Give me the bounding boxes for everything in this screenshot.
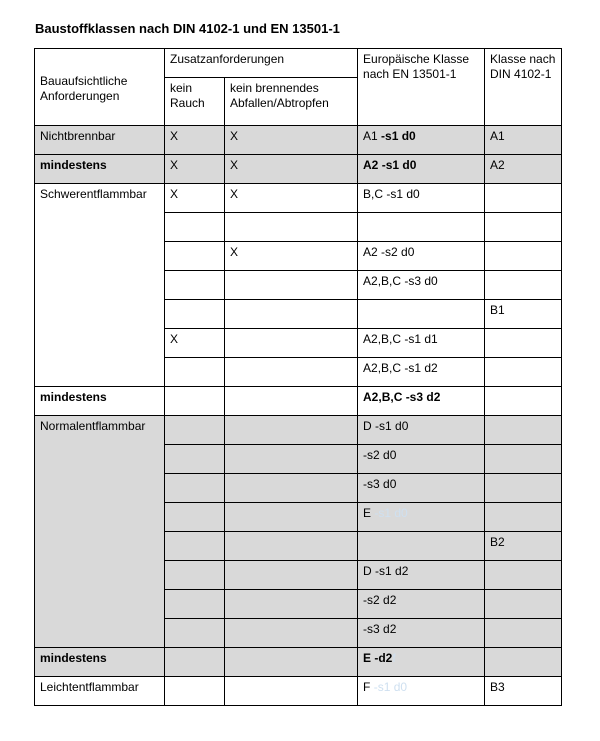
din-class-cell: B1 bbox=[485, 300, 562, 329]
requirement-cell: mindestens bbox=[35, 648, 165, 677]
smoke-cell bbox=[165, 677, 225, 706]
drip-cell bbox=[225, 503, 358, 532]
din-class-cell bbox=[485, 619, 562, 648]
din-class-cell bbox=[485, 242, 562, 271]
header-din-class: Klasse nach DIN 4102-1 bbox=[485, 49, 562, 126]
drip-cell: X bbox=[225, 184, 358, 213]
smoke-cell bbox=[165, 387, 225, 416]
din-class-cell bbox=[485, 561, 562, 590]
euro-class-cell: -s3 d0 bbox=[358, 474, 485, 503]
requirement-cell: mindestens bbox=[35, 387, 165, 416]
header-no-smoke: kein Rauch bbox=[165, 78, 225, 126]
header-no-burning-drip: kein brennendes Abfallen/Abtropfen bbox=[225, 78, 358, 126]
euro-class-cell: F -s1 d0 bbox=[358, 677, 485, 706]
euro-class-cell: E -s1 d0 bbox=[358, 503, 485, 532]
smoke-cell: X bbox=[165, 184, 225, 213]
smoke-cell bbox=[165, 358, 225, 387]
drip-cell bbox=[225, 561, 358, 590]
table-row bbox=[35, 184, 562, 213]
drip-cell: X bbox=[225, 155, 358, 184]
drip-cell bbox=[225, 445, 358, 474]
smoke-cell bbox=[165, 532, 225, 561]
euro-class-cell: A2 -s1 d0 bbox=[358, 155, 485, 184]
smoke-cell: X bbox=[165, 155, 225, 184]
euro-class-cell: A1 -s1 d0 bbox=[358, 126, 485, 155]
table-row bbox=[35, 155, 562, 184]
euro-class-cell bbox=[358, 532, 485, 561]
drip-cell bbox=[225, 590, 358, 619]
smoke-cell bbox=[165, 503, 225, 532]
euro-class-cell: A2,B,C -s1 d1 bbox=[358, 329, 485, 358]
euro-class-cell: -s2 d2 bbox=[358, 590, 485, 619]
din-class-cell bbox=[485, 387, 562, 416]
smoke-cell bbox=[165, 271, 225, 300]
smoke-cell bbox=[165, 619, 225, 648]
din-class-cell bbox=[485, 213, 562, 242]
table-row bbox=[35, 416, 562, 445]
din-class-cell bbox=[485, 590, 562, 619]
table-row bbox=[35, 387, 562, 416]
smoke-cell: X bbox=[165, 329, 225, 358]
header-requirements: Bauaufsichtliche Anforderungen bbox=[35, 49, 165, 126]
din-class-cell bbox=[485, 184, 562, 213]
header-additional-requirements: Zusatzanforderungen bbox=[165, 49, 358, 78]
euro-class-cell: E -d2f bbox=[358, 648, 485, 677]
table-row bbox=[35, 648, 562, 677]
requirement-cell: Leichtentflammbar bbox=[35, 677, 165, 706]
din-class-cell bbox=[485, 271, 562, 300]
smoke-cell: X bbox=[165, 126, 225, 155]
euro-class-cell: A2,B,C -s3 d0 bbox=[358, 271, 485, 300]
euro-class-cell bbox=[358, 213, 485, 242]
document-title: Baustoffklassen nach DIN 4102-1 und EN 13501-1 bbox=[35, 21, 340, 36]
din-class-cell: A1 bbox=[485, 126, 562, 155]
requirement-cell: Normalentflammbar bbox=[35, 416, 165, 648]
drip-cell bbox=[225, 213, 358, 242]
din-class-cell bbox=[485, 329, 562, 358]
smoke-cell bbox=[165, 648, 225, 677]
euro-class-cell: D -s1 d2 bbox=[358, 561, 485, 590]
din-class-cell: B3 bbox=[485, 677, 562, 706]
requirement-cell: mindestens bbox=[35, 155, 165, 184]
euro-class-cell: A2 -s2 d0 bbox=[358, 242, 485, 271]
drip-cell bbox=[225, 648, 358, 677]
drip-cell bbox=[225, 387, 358, 416]
smoke-cell bbox=[165, 474, 225, 503]
drip-cell bbox=[225, 329, 358, 358]
header-european-class: Europäische Klasse nach EN 13501-1 bbox=[358, 49, 485, 126]
drip-cell bbox=[225, 300, 358, 329]
smoke-cell bbox=[165, 213, 225, 242]
smoke-cell bbox=[165, 590, 225, 619]
euro-class-cell: A2,B,C -s1 d2 bbox=[358, 358, 485, 387]
din-class-cell bbox=[485, 648, 562, 677]
drip-cell bbox=[225, 358, 358, 387]
drip-cell bbox=[225, 619, 358, 648]
smoke-cell bbox=[165, 445, 225, 474]
euro-class-cell: B,C -s1 d0 bbox=[358, 184, 485, 213]
drip-cell bbox=[225, 416, 358, 445]
din-class-cell bbox=[485, 474, 562, 503]
din-class-cell: A2 bbox=[485, 155, 562, 184]
euro-class-cell: A2,B,C -s3 d2 bbox=[358, 387, 485, 416]
drip-cell bbox=[225, 474, 358, 503]
din-class-cell bbox=[485, 358, 562, 387]
drip-cell: X bbox=[225, 242, 358, 271]
smoke-cell bbox=[165, 561, 225, 590]
requirement-cell: Schwerentflammbar bbox=[35, 184, 165, 387]
drip-cell bbox=[225, 677, 358, 706]
din-class-cell bbox=[485, 445, 562, 474]
euro-class-cell: D -s1 d0 bbox=[358, 416, 485, 445]
requirement-cell: Nichtbrennbar bbox=[35, 126, 165, 155]
smoke-cell bbox=[165, 300, 225, 329]
din-class-cell bbox=[485, 503, 562, 532]
euro-class-cell bbox=[358, 300, 485, 329]
drip-cell: X bbox=[225, 126, 358, 155]
table-row bbox=[35, 126, 562, 155]
drip-cell bbox=[225, 532, 358, 561]
euro-class-cell: -s3 d2 bbox=[358, 619, 485, 648]
classification-table bbox=[34, 48, 562, 706]
drip-cell bbox=[225, 271, 358, 300]
din-class-cell: B2 bbox=[485, 532, 562, 561]
smoke-cell bbox=[165, 416, 225, 445]
din-class-cell bbox=[485, 416, 562, 445]
table-row bbox=[35, 677, 562, 706]
euro-class-cell: -s2 d0 bbox=[358, 445, 485, 474]
smoke-cell bbox=[165, 242, 225, 271]
